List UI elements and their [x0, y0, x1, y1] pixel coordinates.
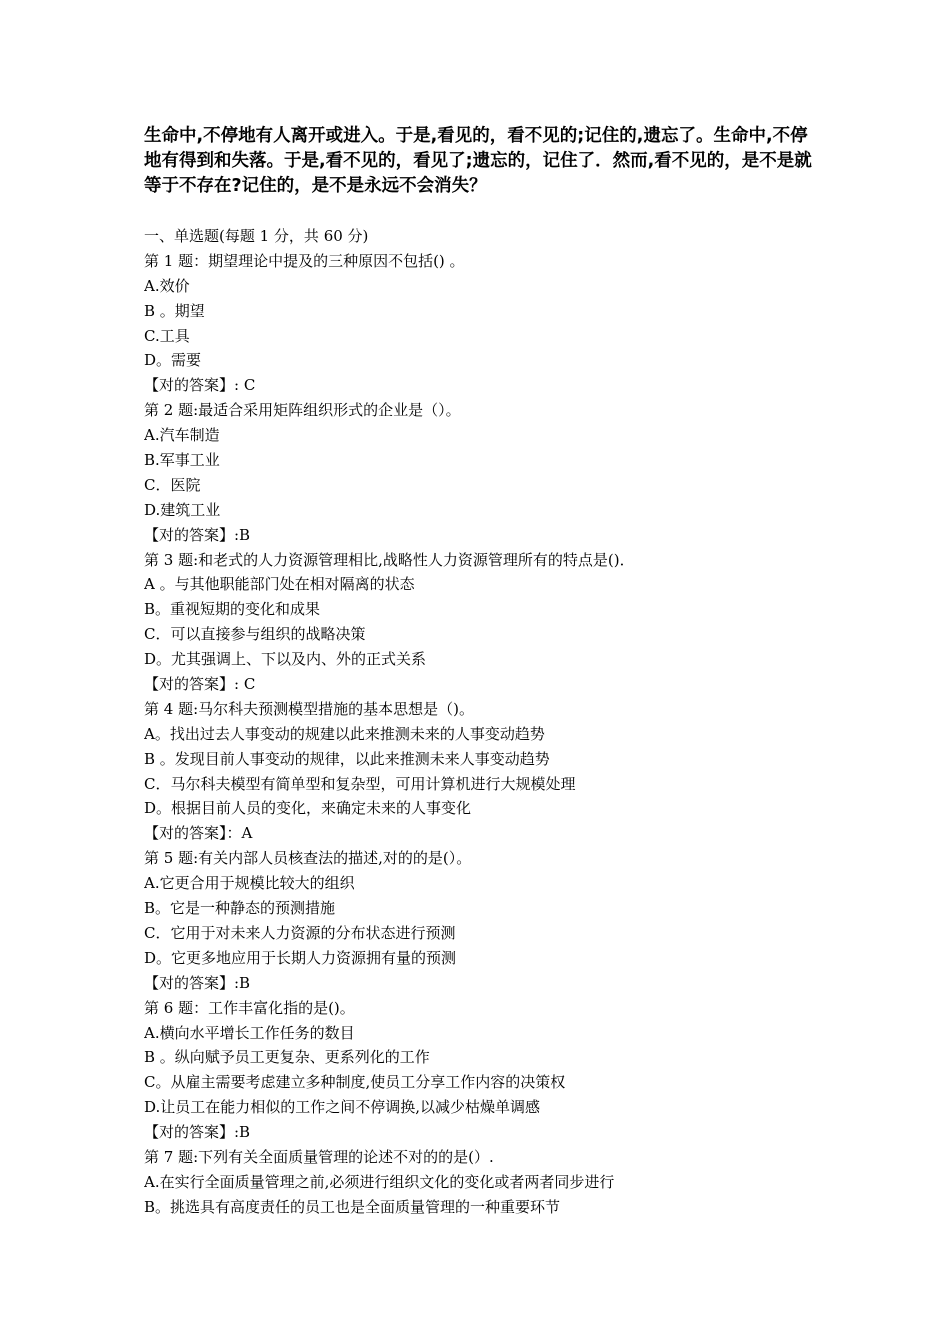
question-block [144, 398, 814, 547]
intro-paragraph: 生命中,不停地有人离开或进入。于是,看见的，看不见的;记住的,遗忘了。生命中,不停地有得到和失落。于是,看不见的，看见了;遗忘的，记住了．然而,看不见的，是不是就等于不存在?记住的，是不是永远不会消失？ [144, 126, 812, 196]
answer-option: D。需要 [144, 351, 202, 370]
answer-option: A.横向水平增长工作任务的数目 [144, 1023, 355, 1042]
question-block [144, 697, 814, 846]
answer-option: A.效价 [144, 276, 190, 295]
section-title: 一、单选题(每题 1 分，共 60 分) [144, 227, 369, 245]
answer-option: A。找出过去人事变动的规建以此来推测未来的人事变动趋势 [144, 724, 545, 743]
answer-option: B。重视短期的变化和成果 [144, 600, 321, 619]
correct-answer: 【对的答案】:B [144, 973, 251, 992]
correct-answer: 【对的答案】:B [144, 525, 251, 544]
answer-option: C．医院 [144, 475, 201, 494]
question-text: 第 3 题:和老式的人力资源管理相比,战略性人力资源管理所有的特点是()． [144, 550, 635, 569]
correct-answer: 【对的答案】：A [144, 824, 253, 843]
answer-option: D。根据目前人员的变化，来确定未来的人事变化 [144, 799, 472, 818]
question-list [144, 249, 814, 1220]
answer-option: A.汽车制造 [144, 426, 220, 445]
answer-option: B。挑选具有高度责任的员工也是全面质量管理的一种重要环节 [144, 1197, 561, 1216]
answer-option: C．它用于对未来人力资源的分布状态进行预测 [144, 923, 456, 942]
answer-option: B.军事工业 [144, 451, 220, 470]
answer-option: C．可以直接参与组织的战略决策 [144, 625, 366, 644]
answer-option: A.在实行全面质量管理之前,必须进行组织文化的变化或者两者同步进行 [144, 1172, 615, 1191]
correct-answer: 【对的答案】: C [144, 376, 256, 395]
answer-option: A.它更合用于规模比较大的组织 [144, 874, 355, 893]
correct-answer: 【对的答案】: C [144, 675, 256, 694]
answer-option: D。尤其强调上、下以及内、外的正式关系 [144, 650, 427, 669]
question-block [144, 548, 814, 697]
answer-option: C.工具 [144, 326, 190, 345]
question-text: 第 4 题:马尔科夫预测模型措施的基本思想是（)。 [144, 699, 474, 718]
correct-answer: 【对的答案】:B [144, 1123, 251, 1142]
answer-option: C．马尔科夫模型有简单型和复杂型，可用计算机进行大规模处理 [144, 774, 576, 793]
question-text: 第 6 题：工作丰富化指的是()。 [144, 998, 355, 1017]
answer-option: B。它是一种静态的预测措施 [144, 899, 336, 918]
question-block [144, 996, 814, 1145]
question-text: 第 1 题：期望理论中提及的三种原因不包括() 。 [144, 251, 465, 270]
question-text: 第 5 题:有关内部人员核查法的描述,对的的是(）。 [144, 849, 472, 868]
answer-option: D.让员工在能力相似的工作之间不停调换,以减少枯燥单调感 [144, 1098, 541, 1117]
question-text: 第 2 题:最适合采用矩阵组织形式的企业是（）。 [144, 401, 461, 420]
answer-option: B 。期望 [144, 301, 205, 320]
answer-option: C。从雇主需要考虑建立多种制度,使员工分享工作内容的决策权 [144, 1073, 566, 1092]
answer-option: D。它更多地应用于长期人力资源拥有量的预测 [144, 948, 457, 967]
answer-option: D.建筑工业 [144, 500, 221, 519]
answer-option: A 。与其他职能部门处在相对隔离的状态 [144, 575, 415, 594]
question-block [144, 249, 814, 398]
answer-option: B 。发现目前人事变动的规律，以此来推测未来人事变动趋势 [144, 749, 550, 768]
exam-content [144, 224, 814, 1220]
answer-option: B 。纵向赋予员工更复杂、更系列化的工作 [144, 1048, 430, 1067]
question-block [144, 846, 814, 995]
question-text: 第 7 题:下列有关全面质量管理的论述不对的的是(）. [144, 1147, 494, 1166]
question-block [144, 1145, 814, 1220]
